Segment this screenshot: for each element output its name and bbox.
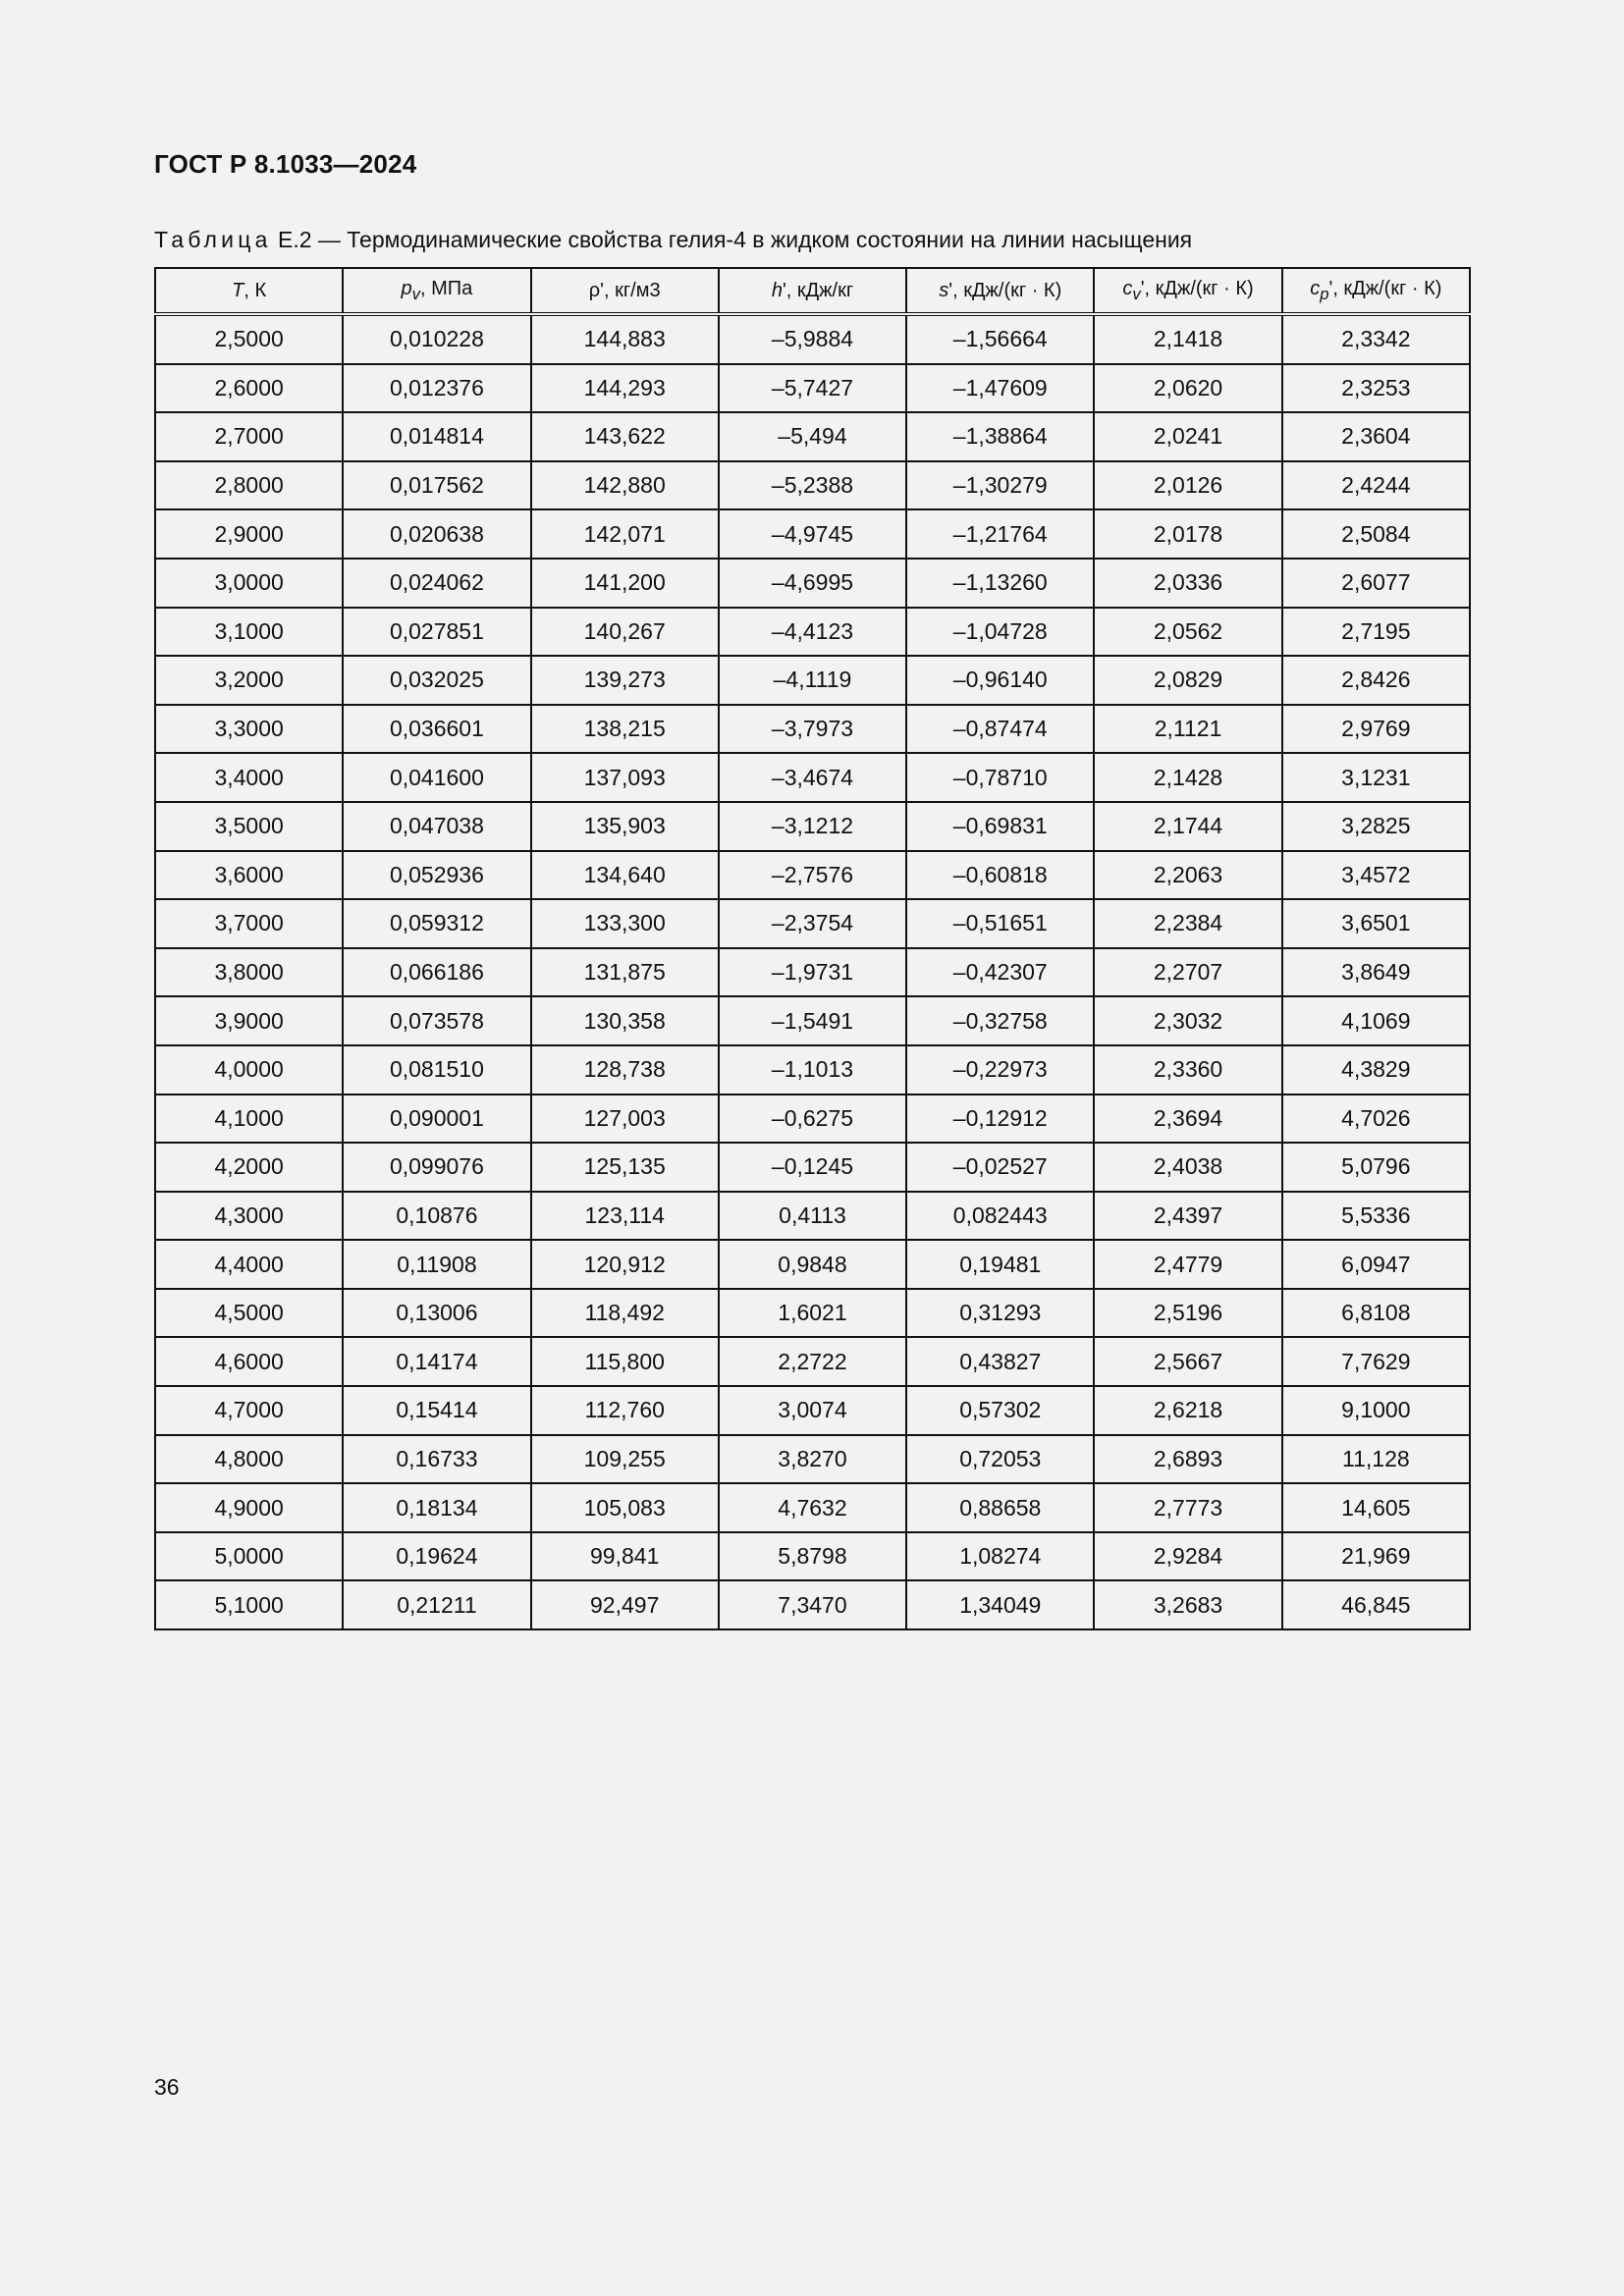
table-cell: 7,3470 bbox=[719, 1580, 906, 1629]
table-row bbox=[155, 996, 1470, 1045]
table-cell: 4,7632 bbox=[719, 1483, 906, 1532]
table-cell: 4,1000 bbox=[155, 1095, 343, 1144]
table-cell: 0,014814 bbox=[343, 412, 530, 461]
table-cell: –5,7427 bbox=[719, 364, 906, 413]
column-header-sym: s bbox=[939, 279, 949, 301]
table-cell: 2,8426 bbox=[1282, 656, 1470, 705]
table-row bbox=[155, 1143, 1470, 1192]
table-cell: 0,57302 bbox=[906, 1386, 1094, 1435]
table-cell: 125,135 bbox=[531, 1143, 719, 1192]
table-cell: 2,7773 bbox=[1094, 1483, 1281, 1532]
table-cell: 0,024062 bbox=[343, 559, 530, 608]
table-cell: –2,7576 bbox=[719, 851, 906, 900]
table-cell: 131,875 bbox=[531, 948, 719, 997]
table-cell: 4,0000 bbox=[155, 1045, 343, 1095]
column-header bbox=[155, 268, 343, 314]
table-cell: 2,1744 bbox=[1094, 802, 1281, 851]
table-row bbox=[155, 1192, 1470, 1241]
table-cell: 3,1000 bbox=[155, 608, 343, 657]
table-cell: 3,4572 bbox=[1282, 851, 1470, 900]
table-cell: 118,492 bbox=[531, 1289, 719, 1338]
table-cell: 0,21211 bbox=[343, 1580, 530, 1629]
table-header-row bbox=[155, 268, 1470, 314]
table-cell: –2,3754 bbox=[719, 899, 906, 948]
column-header-sym: p bbox=[401, 277, 412, 299]
table-cell: 0,032025 bbox=[343, 656, 530, 705]
table-cell: 2,1428 bbox=[1094, 753, 1281, 802]
table-cell: 0,020638 bbox=[343, 509, 530, 559]
table-cell: 2,4038 bbox=[1094, 1143, 1281, 1192]
table-cell: 3,2000 bbox=[155, 656, 343, 705]
table-cell: 2,6077 bbox=[1282, 559, 1470, 608]
table-cell: –0,1245 bbox=[719, 1143, 906, 1192]
table-cell: 99,841 bbox=[531, 1532, 719, 1581]
table-cell: –0,42307 bbox=[906, 948, 1094, 997]
table-cell: 2,0241 bbox=[1094, 412, 1281, 461]
table-cell: 3,2683 bbox=[1094, 1580, 1281, 1629]
table-cell: –1,5491 bbox=[719, 996, 906, 1045]
table-row bbox=[155, 1386, 1470, 1435]
table-cell: –3,7973 bbox=[719, 705, 906, 754]
table-cell: –0,12912 bbox=[906, 1095, 1094, 1144]
table-cell: 0,010228 bbox=[343, 314, 530, 364]
column-header bbox=[1282, 268, 1470, 314]
table-cell: –1,21764 bbox=[906, 509, 1094, 559]
table-cell: 2,7195 bbox=[1282, 608, 1470, 657]
table-cell: 2,3032 bbox=[1094, 996, 1281, 1045]
table-cell: –5,494 bbox=[719, 412, 906, 461]
table-cell: 2,8000 bbox=[155, 461, 343, 510]
table-cell: 0,012376 bbox=[343, 364, 530, 413]
table-cell: 140,267 bbox=[531, 608, 719, 657]
table-cell: –4,4123 bbox=[719, 608, 906, 657]
column-header-sym: h bbox=[771, 279, 783, 301]
table-cell: 4,6000 bbox=[155, 1337, 343, 1386]
table-cell: 128,738 bbox=[531, 1045, 719, 1095]
table-cell: 2,3360 bbox=[1094, 1045, 1281, 1095]
table-cell: 2,5000 bbox=[155, 314, 343, 364]
table-cell: 0,43827 bbox=[906, 1337, 1094, 1386]
table-cell: –0,96140 bbox=[906, 656, 1094, 705]
table-cell: 2,9769 bbox=[1282, 705, 1470, 754]
table-cell: –0,02527 bbox=[906, 1143, 1094, 1192]
table-cell: 4,9000 bbox=[155, 1483, 343, 1532]
table-cell: –1,30279 bbox=[906, 461, 1094, 510]
table-cell: 2,6000 bbox=[155, 364, 343, 413]
column-header-sub: v bbox=[1132, 284, 1141, 303]
table-cell: 0,88658 bbox=[906, 1483, 1094, 1532]
table-cell: –1,56664 bbox=[906, 314, 1094, 364]
table-cell: 2,5667 bbox=[1094, 1337, 1281, 1386]
table-cell: 2,0620 bbox=[1094, 364, 1281, 413]
column-header-unit: , МПа bbox=[420, 277, 473, 299]
table-row bbox=[155, 1532, 1470, 1581]
table-cell: 0,9848 bbox=[719, 1240, 906, 1289]
table-cell: 2,2707 bbox=[1094, 948, 1281, 997]
table-cell: 3,0074 bbox=[719, 1386, 906, 1435]
table-cell: 2,7000 bbox=[155, 412, 343, 461]
table-cell: 130,358 bbox=[531, 996, 719, 1045]
column-header-sub: p bbox=[1320, 284, 1329, 303]
table-row bbox=[155, 364, 1470, 413]
table-cell: 2,0829 bbox=[1094, 656, 1281, 705]
table-row bbox=[155, 656, 1470, 705]
table-cell: 144,883 bbox=[531, 314, 719, 364]
table-cell: 3,1231 bbox=[1282, 753, 1470, 802]
table-cell: 2,4779 bbox=[1094, 1240, 1281, 1289]
table-cell: –0,51651 bbox=[906, 899, 1094, 948]
table-cell: 2,4244 bbox=[1282, 461, 1470, 510]
table-row bbox=[155, 314, 1470, 364]
column-header-unit: , К bbox=[244, 279, 267, 301]
table-cell: 2,2063 bbox=[1094, 851, 1281, 900]
table-cell: –1,1013 bbox=[719, 1045, 906, 1095]
table-cell: 3,8649 bbox=[1282, 948, 1470, 997]
table-cell: 3,2825 bbox=[1282, 802, 1470, 851]
table-cell: 6,8108 bbox=[1282, 1289, 1470, 1338]
table-cell: –1,04728 bbox=[906, 608, 1094, 657]
table-cell: –1,9731 bbox=[719, 948, 906, 997]
table-caption-text: Е.2 — Термодинамические свойства гелия-4 в жидком состоянии на линии насыщения bbox=[271, 227, 1193, 252]
table-row bbox=[155, 705, 1470, 754]
table-cell: 135,903 bbox=[531, 802, 719, 851]
table-row bbox=[155, 1337, 1470, 1386]
table-row bbox=[155, 1435, 1470, 1484]
table-cell: 0,16733 bbox=[343, 1435, 530, 1484]
table-cell: 139,273 bbox=[531, 656, 719, 705]
table-cell: 143,622 bbox=[531, 412, 719, 461]
table-cell: 9,1000 bbox=[1282, 1386, 1470, 1435]
table-row bbox=[155, 461, 1470, 510]
column-header-unit: , кДж/(кг · К) bbox=[1144, 277, 1254, 299]
table-cell: 137,093 bbox=[531, 753, 719, 802]
table-cell: –0,87474 bbox=[906, 705, 1094, 754]
table-cell: 3,6000 bbox=[155, 851, 343, 900]
properties-table bbox=[154, 267, 1471, 1630]
table-cell: 138,215 bbox=[531, 705, 719, 754]
table-cell: 0,19481 bbox=[906, 1240, 1094, 1289]
table-cell: 0,081510 bbox=[343, 1045, 530, 1095]
column-header-unit: , кДж/(кг · К) bbox=[1332, 277, 1442, 299]
table-cell: 134,640 bbox=[531, 851, 719, 900]
table-cell: 2,3342 bbox=[1282, 314, 1470, 364]
table-cell: 0,090001 bbox=[343, 1095, 530, 1144]
table-cell: 0,082443 bbox=[906, 1192, 1094, 1241]
table-cell: 2,2384 bbox=[1094, 899, 1281, 948]
table-cell: –0,6275 bbox=[719, 1095, 906, 1144]
table-cell: –1,47609 bbox=[906, 364, 1094, 413]
table-cell: 2,0178 bbox=[1094, 509, 1281, 559]
column-header-sym: T bbox=[232, 279, 244, 301]
column-header-unit: ρ', кг/м3 bbox=[588, 279, 661, 301]
table-cell: 5,1000 bbox=[155, 1580, 343, 1629]
column-header bbox=[1094, 268, 1281, 314]
table-cell: 7,7629 bbox=[1282, 1337, 1470, 1386]
table-cell: 142,071 bbox=[531, 509, 719, 559]
table-cell: 112,760 bbox=[531, 1386, 719, 1435]
table-cell: 4,7000 bbox=[155, 1386, 343, 1435]
table-cell: 14,605 bbox=[1282, 1483, 1470, 1532]
table-cell: 3,6501 bbox=[1282, 899, 1470, 948]
table-row bbox=[155, 851, 1470, 900]
table-cell: 2,1121 bbox=[1094, 705, 1281, 754]
column-header-sym: c bbox=[1122, 277, 1133, 299]
column-header-prime: ' bbox=[948, 279, 953, 301]
table-row bbox=[155, 802, 1470, 851]
table-row bbox=[155, 1483, 1470, 1532]
table-cell: 133,300 bbox=[531, 899, 719, 948]
table-cell: 5,8798 bbox=[719, 1532, 906, 1581]
table-cell: –3,4674 bbox=[719, 753, 906, 802]
table-cell: 0,4113 bbox=[719, 1192, 906, 1241]
table-cell: 0,15414 bbox=[343, 1386, 530, 1435]
table-cell: 0,11908 bbox=[343, 1240, 530, 1289]
table-cell: 0,18134 bbox=[343, 1483, 530, 1532]
table-row bbox=[155, 899, 1470, 948]
table-cell: 2,9284 bbox=[1094, 1532, 1281, 1581]
table-row bbox=[155, 1289, 1470, 1338]
table-cell: 0,72053 bbox=[906, 1435, 1094, 1484]
table-row bbox=[155, 509, 1470, 559]
table-cell: –5,9884 bbox=[719, 314, 906, 364]
table-cell: 2,0562 bbox=[1094, 608, 1281, 657]
table-cell: 0,041600 bbox=[343, 753, 530, 802]
table-cell: 4,2000 bbox=[155, 1143, 343, 1192]
table-cell: –1,38864 bbox=[906, 412, 1094, 461]
column-header-unit: , кДж/(кг · К) bbox=[952, 279, 1062, 301]
table-cell: 3,4000 bbox=[155, 753, 343, 802]
table-cell: 21,969 bbox=[1282, 1532, 1470, 1581]
table-caption-prefix: Таблица bbox=[154, 227, 272, 252]
table-cell: 2,3604 bbox=[1282, 412, 1470, 461]
table-row bbox=[155, 608, 1470, 657]
table-cell: 5,0000 bbox=[155, 1532, 343, 1581]
table-cell: 0,052936 bbox=[343, 851, 530, 900]
table-cell: 2,9000 bbox=[155, 509, 343, 559]
table-cell: 123,114 bbox=[531, 1192, 719, 1241]
table-cell: 1,08274 bbox=[906, 1532, 1094, 1581]
table-cell: –4,1119 bbox=[719, 656, 906, 705]
table-cell: 2,6893 bbox=[1094, 1435, 1281, 1484]
table-cell: 0,14174 bbox=[343, 1337, 530, 1386]
table-cell: 0,059312 bbox=[343, 899, 530, 948]
table-cell: –0,22973 bbox=[906, 1045, 1094, 1095]
table-cell: 11,128 bbox=[1282, 1435, 1470, 1484]
table-row bbox=[155, 1045, 1470, 1095]
table-cell: 46,845 bbox=[1282, 1580, 1470, 1629]
table-cell: 5,5336 bbox=[1282, 1192, 1470, 1241]
column-header-prime: ' bbox=[782, 279, 786, 301]
column-header-sub: v bbox=[411, 284, 420, 303]
table-cell: –0,78710 bbox=[906, 753, 1094, 802]
table-cell: –5,2388 bbox=[719, 461, 906, 510]
table-cell: 2,0126 bbox=[1094, 461, 1281, 510]
table-cell: 3,5000 bbox=[155, 802, 343, 851]
table-row bbox=[155, 1095, 1470, 1144]
table-cell: 0,017562 bbox=[343, 461, 530, 510]
table-cell: 127,003 bbox=[531, 1095, 719, 1144]
column-header-unit: , кДж/кг bbox=[785, 279, 854, 301]
table-cell: 0,10876 bbox=[343, 1192, 530, 1241]
column-header bbox=[343, 268, 530, 314]
table-cell: 3,7000 bbox=[155, 899, 343, 948]
table-cell: 6,0947 bbox=[1282, 1240, 1470, 1289]
table-cell: –4,9745 bbox=[719, 509, 906, 559]
table-cell: 4,3829 bbox=[1282, 1045, 1470, 1095]
table-cell: 3,0000 bbox=[155, 559, 343, 608]
table-row bbox=[155, 1240, 1470, 1289]
column-header bbox=[719, 268, 906, 314]
table-row bbox=[155, 412, 1470, 461]
table-cell: 3,9000 bbox=[155, 996, 343, 1045]
table-body bbox=[155, 314, 1470, 1629]
table-cell: 4,3000 bbox=[155, 1192, 343, 1241]
table-cell: 2,3694 bbox=[1094, 1095, 1281, 1144]
table-cell: 0,13006 bbox=[343, 1289, 530, 1338]
table-cell: 2,5196 bbox=[1094, 1289, 1281, 1338]
column-header bbox=[531, 268, 719, 314]
table-cell: 3,8000 bbox=[155, 948, 343, 997]
table-cell: 0,047038 bbox=[343, 802, 530, 851]
table-cell: 2,5084 bbox=[1282, 509, 1470, 559]
table-cell: 144,293 bbox=[531, 364, 719, 413]
table-cell: 4,7026 bbox=[1282, 1095, 1470, 1144]
table-cell: 92,497 bbox=[531, 1580, 719, 1629]
table-cell: 1,6021 bbox=[719, 1289, 906, 1338]
table-cell: 0,036601 bbox=[343, 705, 530, 754]
table-cell: 4,1069 bbox=[1282, 996, 1470, 1045]
table-cell: –1,13260 bbox=[906, 559, 1094, 608]
column-header bbox=[906, 268, 1094, 314]
table-cell: 142,880 bbox=[531, 461, 719, 510]
table-row bbox=[155, 948, 1470, 997]
table-cell: 5,0796 bbox=[1282, 1143, 1470, 1192]
column-header-prime: ' bbox=[1328, 277, 1333, 299]
table-cell: –0,69831 bbox=[906, 802, 1094, 851]
table-cell: 2,6218 bbox=[1094, 1386, 1281, 1435]
document-header: ГОСТ Р 8.1033—2024 bbox=[154, 149, 417, 179]
table-cell: 0,31293 bbox=[906, 1289, 1094, 1338]
table-cell: 109,255 bbox=[531, 1435, 719, 1484]
table-cell: 1,34049 bbox=[906, 1580, 1094, 1629]
table-cell: 120,912 bbox=[531, 1240, 719, 1289]
table-cell: 2,2722 bbox=[719, 1337, 906, 1386]
page-number: 36 bbox=[154, 2074, 180, 2100]
table-cell: 3,8270 bbox=[719, 1435, 906, 1484]
table-cell: 2,3253 bbox=[1282, 364, 1470, 413]
table-cell: 115,800 bbox=[531, 1337, 719, 1386]
table-row bbox=[155, 753, 1470, 802]
table-cell: 2,1418 bbox=[1094, 314, 1281, 364]
table-row bbox=[155, 1580, 1470, 1629]
table-cell: 2,4397 bbox=[1094, 1192, 1281, 1241]
table-cell: 0,099076 bbox=[343, 1143, 530, 1192]
table-cell: –4,6995 bbox=[719, 559, 906, 608]
table-cell: –0,60818 bbox=[906, 851, 1094, 900]
table-cell: 0,073578 bbox=[343, 996, 530, 1045]
table-cell: 141,200 bbox=[531, 559, 719, 608]
table-cell: 105,083 bbox=[531, 1483, 719, 1532]
table-cell: 2,0336 bbox=[1094, 559, 1281, 608]
column-header-sym: c bbox=[1310, 277, 1321, 299]
table-cell: –3,1212 bbox=[719, 802, 906, 851]
column-header-prime: ' bbox=[1140, 277, 1145, 299]
table-row bbox=[155, 559, 1470, 608]
table-cell: 4,8000 bbox=[155, 1435, 343, 1484]
table-cell: 4,4000 bbox=[155, 1240, 343, 1289]
table-cell: 0,066186 bbox=[343, 948, 530, 997]
table-cell: 0,027851 bbox=[343, 608, 530, 657]
table-cell: 0,19624 bbox=[343, 1532, 530, 1581]
table-cell: 3,3000 bbox=[155, 705, 343, 754]
table-caption bbox=[154, 227, 1192, 253]
table-cell: –0,32758 bbox=[906, 996, 1094, 1045]
table-cell: 4,5000 bbox=[155, 1289, 343, 1338]
